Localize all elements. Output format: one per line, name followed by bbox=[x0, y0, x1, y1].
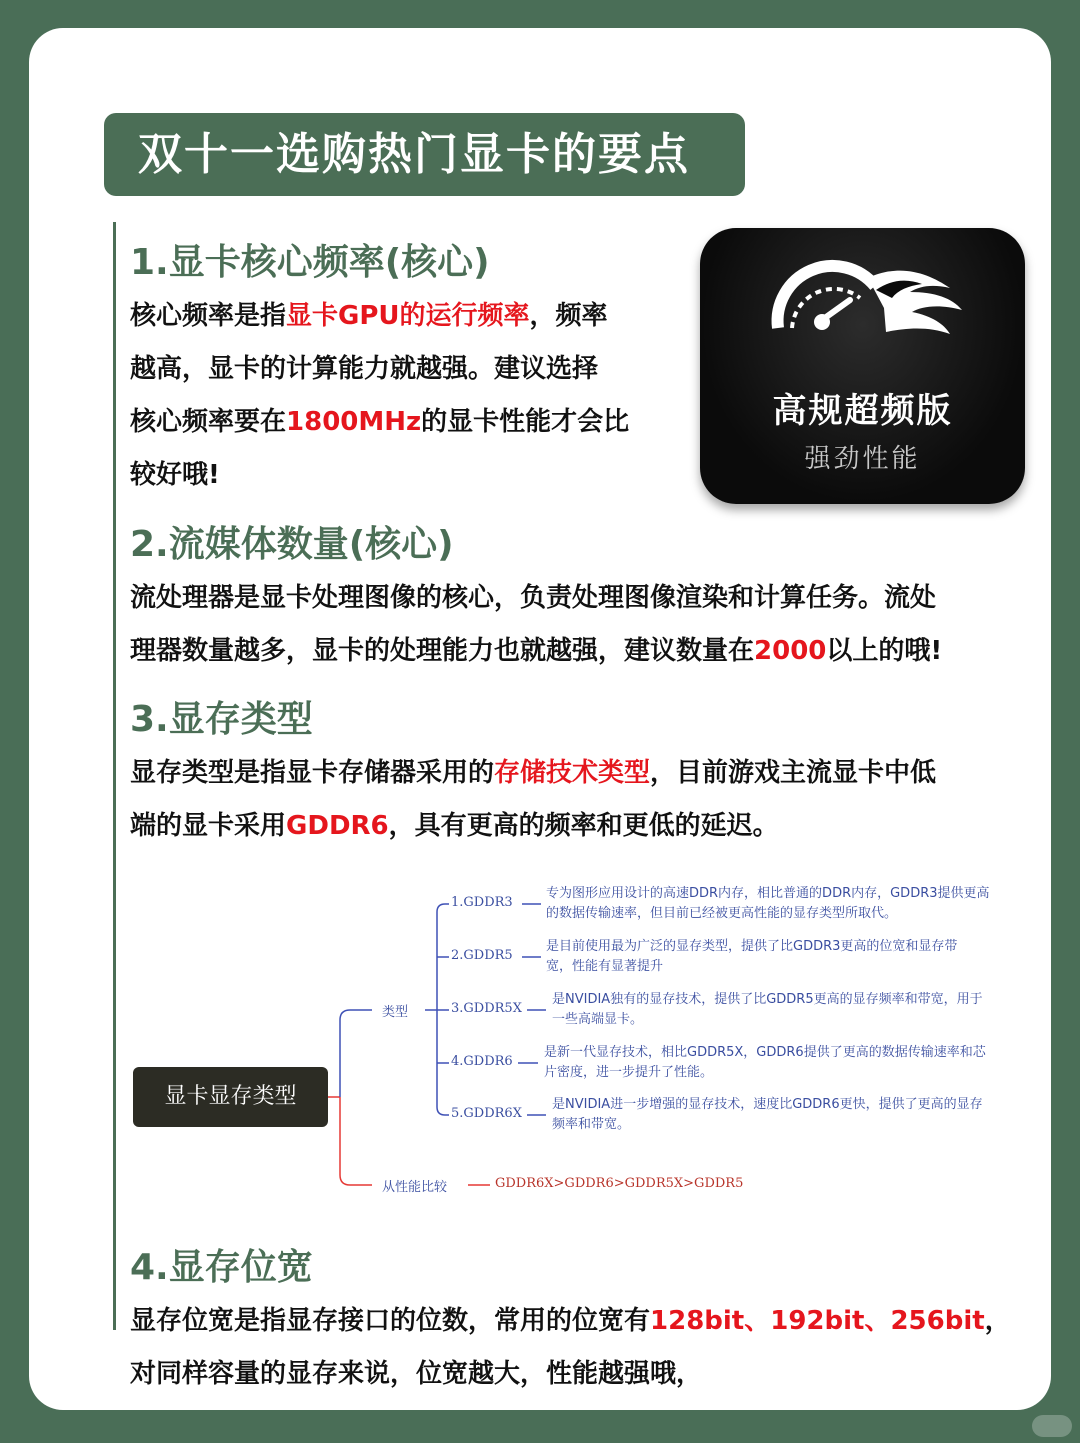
mindmap-item-desc bbox=[546, 937, 1036, 977]
mindmap-item-desc bbox=[552, 990, 1042, 1030]
s3-highlight-tech: 存储技术类型 bbox=[494, 758, 651, 788]
desc-line: 是NVIDIA进一步增强的显存技术，速度比GDDR6更快，提供了更高的显存 bbox=[552, 1097, 983, 1112]
section2-paragraph bbox=[130, 572, 1050, 678]
page-title: 双十一选购热门显卡的要点 bbox=[104, 113, 745, 196]
overclock-badge bbox=[700, 228, 1025, 504]
mindmap-branch-type: 类型 bbox=[382, 1005, 409, 1020]
desc-line: 是目前使用最为广泛的显存类型，提供了比GDDR3更高的位宽和显存带 bbox=[546, 939, 958, 954]
desc-line: 片密度，进一步提升了性能。 bbox=[544, 1065, 714, 1080]
mindmap-item-name: 4.GDDR6 bbox=[451, 1054, 513, 1069]
desc-line: 专为图形应用设计的高速DDR内存，相比普通的DDR内存，GDDR3提供更高 bbox=[546, 886, 990, 901]
s1-text-b: ，频率 bbox=[529, 301, 608, 331]
s1-line2: 越高，显卡的计算能力就越强。建议选择 bbox=[130, 354, 599, 384]
s2-line2b: 以上的哦! bbox=[826, 636, 943, 666]
s4-line1a: 显存位宽是指显存接口的位数，常用的位宽有 bbox=[130, 1306, 651, 1336]
mindmap-item-name: 2.GDDR5 bbox=[451, 948, 513, 963]
desc-line: 是NVIDIA独有的显存技术，提供了比GDDR5更高的显存频率和带宽，用于 bbox=[552, 992, 983, 1007]
mindmap-compare-value: GDDR6X>GDDR6>GDDR5X>GDDR5 bbox=[495, 1176, 744, 1191]
desc-line: 宽，性能有显著提升 bbox=[546, 959, 664, 974]
s1-highlight-gpu: 显卡GPU的运行频率 bbox=[286, 301, 530, 331]
mindmap-item-name: 5.GDDR6X bbox=[451, 1106, 522, 1121]
mindmap-item-name: 3.GDDR5X bbox=[451, 1001, 522, 1016]
s2-line1: 流处理器是显卡处理图像的核心，负责处理图像渲染和计算任务。流处 bbox=[130, 583, 937, 613]
s1-text-a: 核心频率是指 bbox=[130, 301, 287, 331]
s1-highlight-mhz: 1800MHz bbox=[286, 407, 422, 437]
section1-paragraph bbox=[130, 290, 690, 502]
s2-highlight-2000: 2000 bbox=[754, 636, 827, 666]
mindmap-branch-compare: 从性能比较 bbox=[382, 1180, 448, 1195]
badge-sub-text: 强劲性能 bbox=[804, 444, 921, 474]
mindmap-item-desc bbox=[544, 1043, 1034, 1083]
s3-line1a: 显存类型是指显卡存储器采用的 bbox=[130, 758, 495, 788]
s3-line2b: ，具有更高的频率和更低的延迟。 bbox=[388, 811, 779, 841]
s1-line3a: 核心频率要在 bbox=[130, 407, 287, 437]
speedometer-flame-icon bbox=[700, 228, 1025, 378]
s1-line3b: 的显卡性能才会比 bbox=[421, 407, 630, 437]
desc-line: 频率和带宽。 bbox=[552, 1117, 631, 1132]
section4-heading: 4.显存位宽 bbox=[130, 1247, 313, 1288]
section3-paragraph bbox=[130, 747, 1050, 853]
section-divider-line bbox=[113, 222, 116, 1330]
s2-line2a: 理器数量越多，显卡的处理能力也就越强，建议数量在 bbox=[130, 636, 755, 666]
s1-line4: 较好哦! bbox=[130, 460, 220, 490]
s4-highlight-bitwidth: 128bit、192bit、256bit bbox=[650, 1306, 985, 1336]
s4-line2: 对同样容量的显存来说，位宽越大，性能越强哦， bbox=[130, 1359, 703, 1389]
watermark-badge bbox=[1032, 1415, 1072, 1437]
s4-line1b: ， bbox=[984, 1306, 1011, 1336]
section3-heading: 3.显存类型 bbox=[130, 699, 313, 740]
s3-highlight-gddr6: GDDR6 bbox=[286, 811, 389, 841]
badge-main-text: 高规超频版 bbox=[772, 391, 953, 431]
desc-line: 的数据传输速率，但目前已经被更高性能的显存类型所取代。 bbox=[546, 906, 898, 921]
desc-line: 是新一代显存技术，相比GDDR5X，GDDR6提供了更高的数据传输速率和芯 bbox=[544, 1045, 986, 1060]
section2-heading: 2.流媒体数量(核心) bbox=[130, 524, 454, 565]
mindmap-item-desc bbox=[552, 1095, 1042, 1135]
desc-line: 一些高端显卡。 bbox=[552, 1012, 644, 1027]
mindmap-item-desc bbox=[546, 884, 1036, 924]
mindmap-item-name: 1.GDDR3 bbox=[451, 895, 513, 910]
section1-heading: 1.显卡核心频率(核心) bbox=[130, 242, 490, 283]
s3-line2a: 端的显卡采用 bbox=[130, 811, 287, 841]
s3-line1b: ，目前游戏主流显卡中低 bbox=[650, 758, 937, 788]
mindmap-root: 显卡显存类型 bbox=[133, 1067, 328, 1127]
section4-paragraph bbox=[130, 1295, 1050, 1401]
